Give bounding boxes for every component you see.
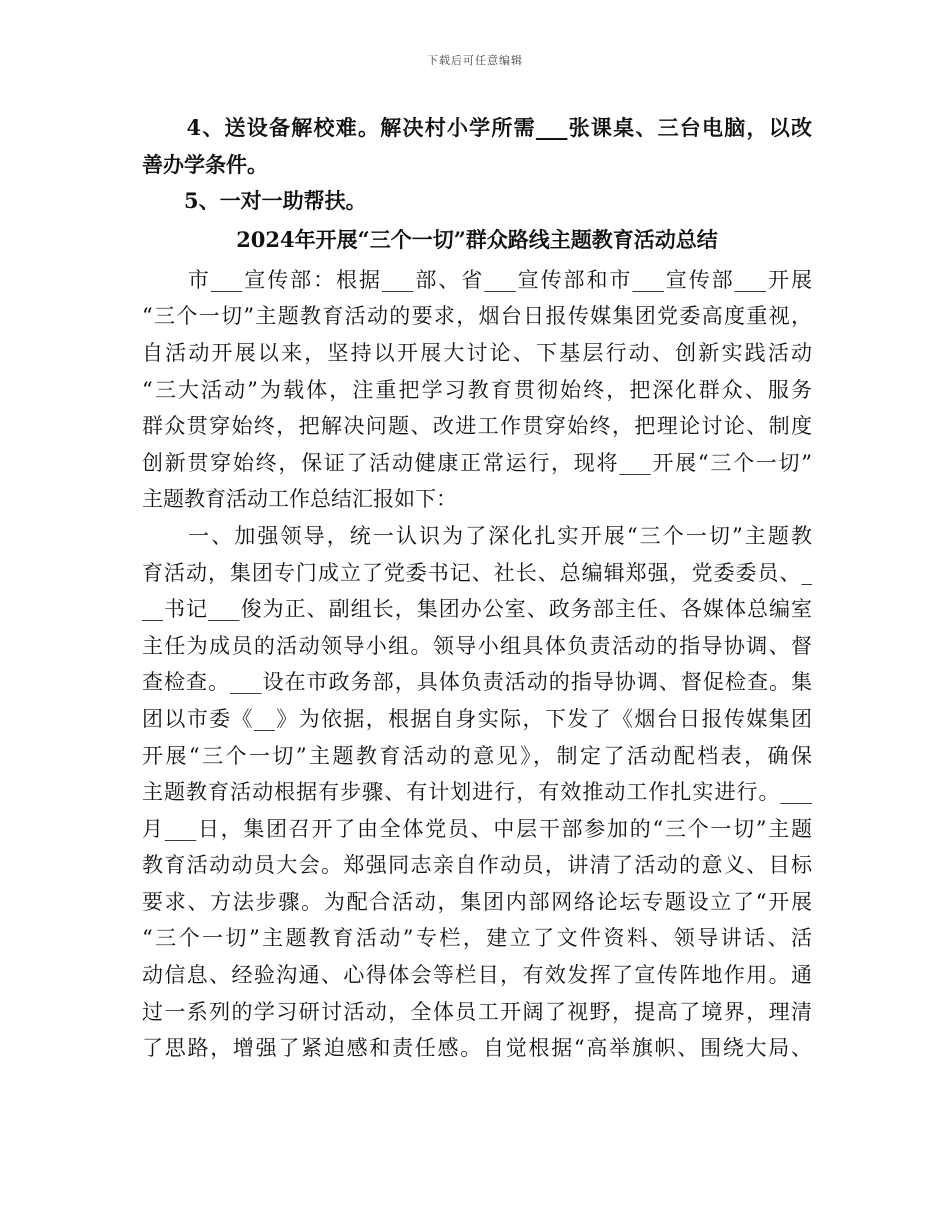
document-body (142, 110, 812, 1067)
text-line: 主题教育活动根据有步骤、有计划进行，有效推动工作扎实进行。___ (142, 780, 812, 805)
text-line: 动信息、经验沟通、心得体会等栏目，有效发挥了宣传阵地作用。通 (142, 963, 812, 988)
text-line: 要求、方法步骤。为配合活动，集团内部网络论坛专题设立了“开展 (142, 889, 812, 914)
text-line: 育活动，集团专门成立了党委书记、社长、总编辑郑强，党委委员、_ (142, 560, 812, 585)
text-line: 市___宣传部：根据___部、省___宣传部和市___宣传部___开展 (142, 267, 812, 292)
text-line: 教育活动动员大会。郑强同志亲自作动员，讲清了活动的意义、目标 (142, 853, 812, 878)
text-line: 主任为成员的活动领导小组。领导小组具体负责活动的指导协调、督 (142, 633, 812, 658)
text-line: 了思路，增强了紧迫感和责任感。自觉根据“高举旗帜、围绕大局、 (142, 1036, 812, 1061)
text-line: 过一系列的学习研讨活动，全体员工开阔了视野，提高了境界，理清 (142, 999, 812, 1024)
section-1-paragraph (142, 518, 812, 1067)
text-line: 团以市委《__》为依据，根据自身实际，下发了《烟台日报传媒集团 (142, 706, 812, 731)
text-line: 4、送设备解校难。解决村小学所需___张课桌、三台电脑，以改 (142, 115, 812, 140)
text-line: 主题教育活动工作总结汇报如下： (142, 487, 457, 512)
text-line: 善办学条件。 (142, 151, 268, 177)
text-line: 开展“三个一切”主题教育活动的意见》，制定了活动配档表，确保 (142, 743, 812, 768)
document-title: 2024年开展“三个一切”群众路线主题教育活动总结 (236, 226, 718, 252)
text-line: 一、加强领导，统一认识为了深化扎实开展“三个一切”主题教 (142, 523, 812, 548)
page-header-note: 下载后可任意编辑 (427, 54, 523, 67)
text-line: 月___日，集团召开了由全体党员、中层干部参加的“三个一切”主题 (142, 816, 812, 841)
text-line: 创新贯穿始终，保证了活动健康正常运行，现将___开展“三个一切” (142, 450, 812, 475)
text-line: 查检查。___设在市政务部，具体负责活动的指导协调、督促检查。集 (142, 670, 812, 695)
text-line: “三个一切”主题教育活动”专栏，建立了文件资料、领导讲话、活 (142, 926, 812, 951)
item-4-paragraph (142, 110, 812, 183)
text-line: “三大活动”为载体，注重把学习教育贯彻始终，把深化群众、服务 (142, 377, 812, 402)
text-line: “三个一切”主题教育活动的要求，烟台日报传媒集团党委高度重视， (142, 304, 812, 329)
text-line: __书记___俊为正、副组长，集团办公室、政务部主任、各媒体总编室 (142, 597, 812, 622)
intro-paragraph (142, 262, 812, 518)
text-line: 自活动开展以来，坚持以开展大讨论、下基层行动、创新实践活动 (142, 340, 812, 365)
item-5-paragraph: 5、一对一助帮扶。 (142, 188, 367, 214)
text-line: 群众贯穿始终，把解决问题、改进工作贯穿始终，把理论讨论、制度 (142, 414, 812, 439)
